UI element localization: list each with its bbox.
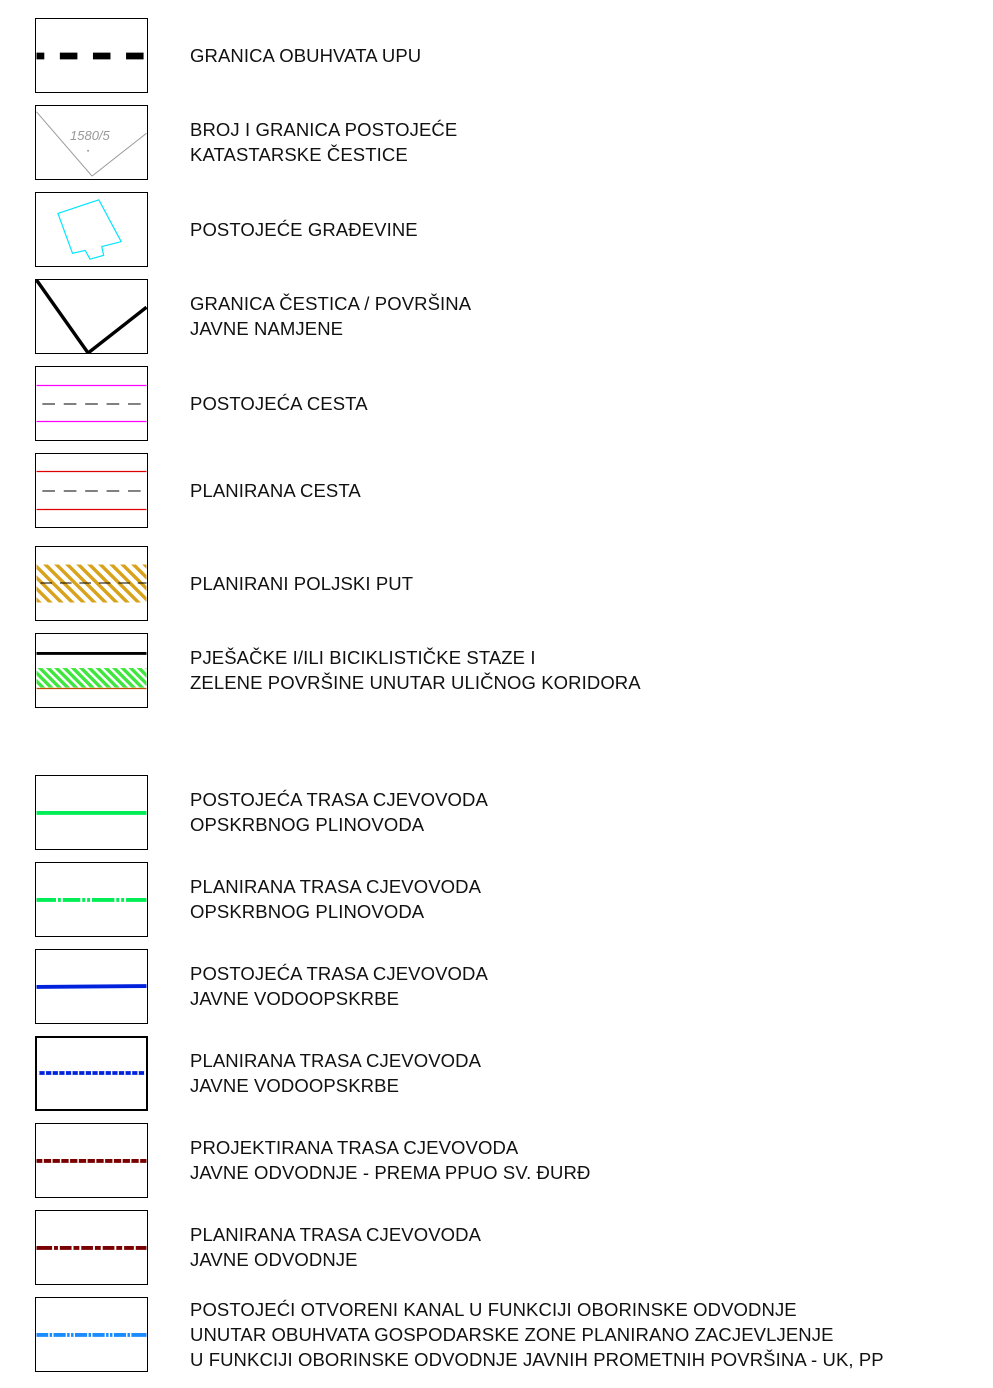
building-symbol-svg [36, 193, 147, 266]
symbol-planned-gas [35, 862, 148, 937]
planned-sewer-svg [36, 1211, 147, 1284]
symbol-dashed-boundary [35, 18, 148, 93]
label-line: OPSKRBNOG PLINOVODA [190, 814, 425, 835]
label-line: ZELENE POVRŠINE UNUTAR ULIČNOG KORIDORA [190, 672, 641, 693]
label-line: U FUNKCIJI OBORINSKE ODVODNJE JAVNIH PROMETNIH POVRŠINA - UK, PP [190, 1349, 884, 1370]
planned-water-svg [37, 1038, 146, 1109]
legend-label [190, 43, 421, 68]
legend-label [190, 478, 361, 503]
label-line: JAVNE ODVODNJE [190, 1249, 358, 1270]
symbol-building [35, 192, 148, 267]
legend-label [190, 1135, 590, 1185]
label-line: JAVNE VODOOPSKRBE [190, 1075, 400, 1096]
legend-label [190, 961, 488, 1011]
legend-label [190, 571, 413, 596]
symbol-existing-road [35, 366, 148, 441]
legend-label [190, 787, 488, 837]
legend-label [190, 1222, 481, 1272]
parcel-number: 1580/5 [70, 128, 110, 143]
symbol-footpath [35, 633, 148, 708]
footpath-svg [36, 634, 147, 707]
label-line: UNUTAR OBUHVATA GOSPODARSKE ZONE PLANIRANO ZACJEVLJENJE [190, 1324, 834, 1345]
label-line: JAVNE ODVODNJE - PREMA PPUO SV. ĐURĐ [190, 1162, 591, 1183]
boundary-symbol-svg [36, 19, 147, 92]
legend-label [190, 1048, 481, 1098]
label-line: PLANIRANA TRASA CJEVOVODA [190, 1224, 482, 1245]
symbol-existing-gas [35, 775, 148, 850]
legend-label [190, 291, 471, 341]
symbol-field-path [35, 546, 148, 621]
label-line: KATASTARSKE ČESTICE [190, 144, 408, 165]
public-boundary-svg [36, 280, 147, 353]
existing-gas-svg [36, 776, 147, 849]
label-line: GRANICA OBUHVATA UPU [190, 45, 422, 66]
label-line: PROJEKTIRANA TRASA CJEVOVODA [190, 1137, 519, 1158]
existing-road-svg [36, 367, 147, 440]
label-line: PLANIRANA TRASA CJEVOVODA [190, 876, 482, 897]
label-line: PLANIRANA CESTA [190, 480, 361, 501]
field-path-svg [36, 547, 147, 620]
legend-label [190, 1297, 884, 1372]
symbol-planned-water [35, 1036, 148, 1111]
label-line: GRANICA ČESTICA / POVRŠINA [190, 293, 472, 314]
legend-label [190, 117, 457, 167]
label-line: POSTOJEĆA CESTA [190, 393, 368, 414]
existing-water-svg [36, 950, 147, 1023]
drainage-canal-svg [36, 1298, 147, 1371]
label-line: PJEŠAČKE I/ILI BICIKLISTIČKE STAZE I [190, 647, 536, 668]
label-line: POSTOJEĆE GRAĐEVINE [190, 219, 418, 240]
label-line: POSTOJEĆI OTVORENI KANAL U FUNKCIJI OBORINSKE ODVODNJE [190, 1299, 797, 1320]
symbol-planned-road [35, 453, 148, 528]
legend-label [190, 874, 481, 924]
label-line: JAVNE VODOOPSKRBE [190, 988, 400, 1009]
symbol-parcel [35, 105, 148, 180]
label-line: JAVNE NAMJENE [190, 318, 344, 339]
label-line: PLANIRANI POLJSKI PUT [190, 573, 414, 594]
symbol-public-boundary [35, 279, 148, 354]
label-line: PLANIRANA TRASA CJEVOVODA [190, 1050, 482, 1071]
legend-label [190, 217, 418, 242]
label-line: POSTOJEĆA TRASA CJEVOVODA [190, 789, 488, 810]
legend-label [190, 645, 641, 695]
planned-road-svg [36, 454, 147, 527]
symbol-drainage-canal [35, 1297, 148, 1372]
symbol-designed-sewer [35, 1123, 148, 1198]
symbol-planned-sewer [35, 1210, 148, 1285]
label-line: OPSKRBNOG PLINOVODA [190, 901, 425, 922]
label-line: BROJ I GRANICA POSTOJEĆE [190, 119, 458, 140]
planned-gas-svg [36, 863, 147, 936]
symbol-existing-water [35, 949, 148, 1024]
designed-sewer-svg [36, 1124, 147, 1197]
legend-label [190, 391, 368, 416]
label-line: POSTOJEĆA TRASA CJEVOVODA [190, 963, 488, 984]
